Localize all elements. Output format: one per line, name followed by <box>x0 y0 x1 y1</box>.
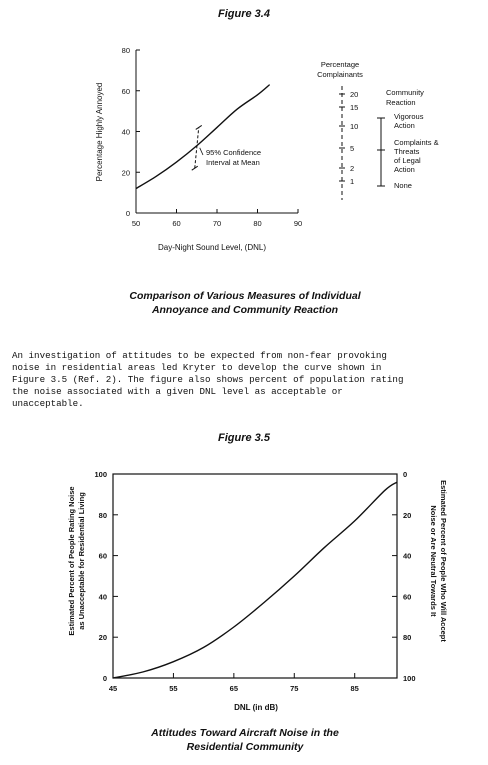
c1-ytick-label: 60 <box>121 86 130 96</box>
reaction-label: of Legal <box>394 156 421 165</box>
c1-xtick-label: 80 <box>253 219 262 228</box>
c1-xtick-label: 50 <box>131 219 141 228</box>
complainants-tick-label: 5 <box>350 144 355 153</box>
caption-line-1: Attitudes Toward Aircraft Noise in the <box>151 727 339 739</box>
caption-line-1: Comparison of Various Measures of Individual <box>129 290 361 302</box>
c2-ytick-right-label: 40 <box>403 551 412 561</box>
c2-ytick-label: 40 <box>98 592 107 602</box>
caption-line-2: Residential Community <box>186 741 304 753</box>
reaction-label: Threats <box>394 147 420 156</box>
body-paragraph: An investigation of attitudes to be expected from non-fear provoking noise in residential areas led Kryter to develop the curve shown in Figure 3.5 (Ref. 2). The figure also shows percent of population rating the noise associated with a given DNL level as acceptable or unacceptable. <box>12 350 404 409</box>
c2-ytick-right-label: 100 <box>403 674 416 683</box>
c1-ytick-label: 40 <box>121 127 130 137</box>
reaction-label: Action <box>394 121 415 130</box>
reaction-title-1: Community <box>386 88 424 97</box>
c2-ytick-label: 20 <box>98 633 107 643</box>
caption-line-2: Annoyance and Community Reaction <box>151 304 339 316</box>
reaction-label: Complaints & <box>394 138 439 147</box>
reaction-label: Vigorous <box>394 112 424 121</box>
c2-ylabel-right-line2: Noise or Are Neutral Towards It <box>429 505 438 617</box>
c2-plot-frame <box>113 474 397 678</box>
c1-ytick-label: 20 <box>121 168 130 178</box>
c2-ytick-right-label: 80 <box>403 633 412 643</box>
c2-xtick-label: 85 <box>350 684 359 693</box>
c2-ytick-label: 60 <box>98 551 107 561</box>
complainants-tick-label: 1 <box>350 177 355 186</box>
c2-xtick-label: 65 <box>229 684 239 693</box>
reaction-label: Action <box>394 165 415 174</box>
c2-series-line <box>113 482 397 678</box>
figure-3-4-label: Figure 3.4 <box>218 8 270 20</box>
c1-xtick-label: 90 <box>293 219 303 228</box>
c2-ytick-label: 0 <box>102 674 107 683</box>
c1-xtick-label: 60 <box>172 219 181 228</box>
c2-xlabel: DNL (in dB) <box>234 703 278 712</box>
c1-ytick-label: 0 <box>125 209 130 218</box>
c1-annotation-line1: 95% Confidence <box>206 148 262 157</box>
c1-ylabel: Percentage Highly Annoyed <box>95 82 104 182</box>
complainants-tick-label: 15 <box>350 103 359 112</box>
side-scale-title-1: Percentage <box>320 60 360 69</box>
c1-xtick-label: 70 <box>212 219 222 228</box>
complainants-tick-label: 10 <box>350 122 359 131</box>
c2-xtick-label: 75 <box>290 684 299 693</box>
complainants-tick-label: 20 <box>350 90 359 99</box>
complainants-tick-label: 2 <box>350 164 355 173</box>
c1-annotation-line2: Interval at Mean <box>206 158 260 167</box>
c2-ytick-right-label: 20 <box>403 510 412 520</box>
c2-ylabel-line2: as Unacceptable for Residential Living <box>77 492 86 630</box>
c2-xtick-label: 45 <box>108 684 118 693</box>
c2-xtick-label: 55 <box>169 684 178 693</box>
c2-ytick-label: 100 <box>94 470 107 479</box>
reaction-title-2: Reaction <box>386 98 416 107</box>
c2-ylabel-right-line1: Estimated Percent of People Who Will Accept <box>439 480 448 642</box>
side-scale-title-2: Complainants <box>317 70 363 79</box>
c1-xlabel: Day-Night Sound Level, (DNL) <box>157 243 267 252</box>
c2-ylabel-line1: Estimated Percent of People Rating Noise <box>67 486 76 636</box>
figure-3-5-label: Figure 3.5 <box>218 432 270 444</box>
c2-ytick-label: 80 <box>98 510 107 520</box>
figure-3-5-caption <box>80 726 410 754</box>
c2-ytick-right-label: 60 <box>403 592 412 602</box>
c2-ytick-right-label: 0 <box>403 470 408 479</box>
c1-ytick-label: 80 <box>121 46 130 55</box>
reaction-label: None <box>394 181 412 190</box>
